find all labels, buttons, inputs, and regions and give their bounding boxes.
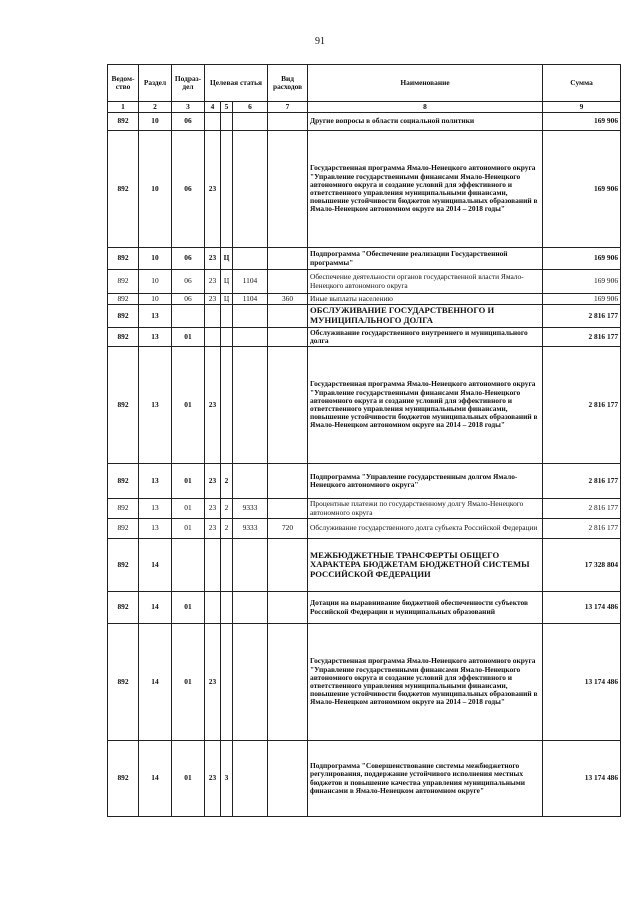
target-direction-cell xyxy=(233,464,268,499)
podrazdel-cell: 01 xyxy=(172,499,205,519)
target-direction-cell xyxy=(233,347,268,464)
podrazdel-cell: 06 xyxy=(172,248,205,270)
sum-cell: 169 906 xyxy=(543,248,621,270)
expense-type-cell: 360 xyxy=(268,294,308,305)
podrazdel-cell: 01 xyxy=(172,328,205,347)
name-cell: Обслуживание государственного внутреннего и муниципального долга xyxy=(308,328,543,347)
target-subprogram-cell xyxy=(221,113,233,131)
target-subprogram-cell xyxy=(221,131,233,248)
column-number: 7 xyxy=(268,102,308,113)
expense-type-cell xyxy=(268,248,308,270)
target-program-cell xyxy=(205,328,221,347)
vedomstvo-cell: 892 xyxy=(108,131,139,248)
table-row xyxy=(108,499,621,519)
target-direction-cell: 1104 xyxy=(233,294,268,305)
table-row xyxy=(108,624,621,741)
header-row xyxy=(108,65,621,102)
name-cell: Подпрограмма "Обеспечение реализации Государственной программы" xyxy=(308,248,543,270)
razdel-cell: 10 xyxy=(139,270,172,294)
target-program-cell: 23 xyxy=(205,347,221,464)
podrazdel-cell: 01 xyxy=(172,741,205,817)
razdel-cell: 14 xyxy=(139,592,172,624)
table-row xyxy=(108,248,621,270)
target-program-cell: 23 xyxy=(205,741,221,817)
razdel-cell: 10 xyxy=(139,113,172,131)
header-vedomstvo: Ведом-ство xyxy=(108,65,139,102)
vedomstvo-cell: 892 xyxy=(108,464,139,499)
name-cell: Государственная программа Ямало-Ненецкого автономного округа "Управление государственными финансами Ямало-Ненецкого автономного округа и создание условий для эффективного и ответственного управления муниципальными финансами, повышение устойчивости бюджетов муниципальных образований в Ямало-Ненецком автономном округе на 2014 – 2018 годы" xyxy=(308,347,543,464)
sum-cell: 2 816 177 xyxy=(543,499,621,519)
target-subprogram-cell: 2 xyxy=(221,464,233,499)
column-numbers-row xyxy=(108,102,621,113)
expense-type-cell xyxy=(268,624,308,741)
target-subprogram-cell xyxy=(221,347,233,464)
target-direction-cell xyxy=(233,624,268,741)
sum-cell: 13 174 486 xyxy=(543,624,621,741)
target-subprogram-cell: 3 xyxy=(221,741,233,817)
vedomstvo-cell: 892 xyxy=(108,741,139,817)
column-number: 4 xyxy=(205,102,221,113)
name-cell: Дотации на выравнивание бюджетной обеспеченности субъектов Российской Федерации и муниципальных образований xyxy=(308,592,543,624)
target-direction-cell xyxy=(233,305,268,328)
expense-type-cell xyxy=(268,741,308,817)
razdel-cell: 13 xyxy=(139,305,172,328)
sum-cell: 2 816 177 xyxy=(543,328,621,347)
razdel-cell: 13 xyxy=(139,328,172,347)
vedomstvo-cell: 892 xyxy=(108,294,139,305)
razdel-cell: 14 xyxy=(139,624,172,741)
table-row xyxy=(108,131,621,248)
vedomstvo-cell: 892 xyxy=(108,624,139,741)
target-subprogram-cell xyxy=(221,305,233,328)
name-cell: Подпрограмма "Управление государственным долгом Ямало-Ненецкого автономного округа" xyxy=(308,464,543,499)
target-direction-cell: 9333 xyxy=(233,519,268,539)
table-row xyxy=(108,741,621,817)
target-program-cell: 23 xyxy=(205,499,221,519)
sum-cell: 2 816 177 xyxy=(543,347,621,464)
name-cell: Подпрограмма "Совершенствование системы межбюджетного регулирования, поддержание устойчивого исполнения местных бюджетов и повышение качества управления муниципальными финансами в Ямало-Ненецком автономном округе" xyxy=(308,741,543,817)
table-row xyxy=(108,519,621,539)
vedomstvo-cell: 892 xyxy=(108,499,139,519)
target-program-cell: 23 xyxy=(205,248,221,270)
sum-cell: 2 816 177 xyxy=(543,464,621,499)
expense-type-cell xyxy=(268,347,308,464)
sum-cell: 169 906 xyxy=(543,294,621,305)
name-cell: Обслуживание государственного долга субъекта Российской Федерации xyxy=(308,519,543,539)
header-name: Наименование xyxy=(308,65,543,102)
expense-type-cell xyxy=(268,464,308,499)
target-direction-cell: 9333 xyxy=(233,499,268,519)
header-podrazdel: Подраз-дел xyxy=(172,65,205,102)
target-program-cell: 23 xyxy=(205,519,221,539)
expense-type-cell xyxy=(268,539,308,592)
target-direction-cell: 1104 xyxy=(233,270,268,294)
table-row xyxy=(108,270,621,294)
name-cell: Государственная программа Ямало-Ненецкого автономного округа "Управление государственными финансами Ямало-Ненецкого автономного округа и создание условий для эффективного и ответственного управления муниципальными финансами, повышение устойчивости бюджетов муниципальных образований в Ямало-Ненецком автономном округе на 2014 – 2018 годы" xyxy=(308,624,543,741)
column-number: 2 xyxy=(139,102,172,113)
podrazdel-cell: 06 xyxy=(172,270,205,294)
sum-cell: 13 174 486 xyxy=(543,592,621,624)
name-cell: Иные выплаты населению xyxy=(308,294,543,305)
name-cell: Другие вопросы в области социальной политики xyxy=(308,113,543,131)
target-subprogram-cell xyxy=(221,328,233,347)
razdel-cell: 10 xyxy=(139,294,172,305)
name-cell: МЕЖБЮДЖЕТНЫЕ ТРАНСФЕРТЫ ОБЩЕГО ХАРАКТЕРА БЮДЖЕТАМ БЮДЖЕТНОЙ СИСТЕМЫ РОССИЙСКОЙ ФЕДЕРАЦИИ xyxy=(308,539,543,592)
sum-cell: 169 906 xyxy=(543,131,621,248)
target-program-cell xyxy=(205,113,221,131)
target-direction-cell xyxy=(233,113,268,131)
page-number: 91 xyxy=(315,36,325,47)
column-number: 1 xyxy=(108,102,139,113)
target-subprogram-cell xyxy=(221,539,233,592)
vedomstvo-cell: 892 xyxy=(108,270,139,294)
podrazdel-cell: 01 xyxy=(172,464,205,499)
expense-type-cell xyxy=(268,305,308,328)
column-number: 9 xyxy=(543,102,621,113)
podrazdel-cell: 01 xyxy=(172,519,205,539)
expense-type-cell xyxy=(268,270,308,294)
target-subprogram-cell: Ц xyxy=(221,294,233,305)
target-direction-cell xyxy=(233,741,268,817)
target-program-cell: 23 xyxy=(205,624,221,741)
name-cell: Обеспечение деятельности органов государственной власти Ямало-Ненецкого автономного округа xyxy=(308,270,543,294)
table-row xyxy=(108,539,621,592)
razdel-cell: 13 xyxy=(139,499,172,519)
razdel-cell: 13 xyxy=(139,519,172,539)
target-subprogram-cell: 2 xyxy=(221,499,233,519)
razdel-cell: 14 xyxy=(139,741,172,817)
expense-type-cell xyxy=(268,131,308,248)
target-program-cell: 23 xyxy=(205,464,221,499)
vedomstvo-cell: 892 xyxy=(108,248,139,270)
header-sum: Сумма xyxy=(543,65,621,102)
column-number: 3 xyxy=(172,102,205,113)
budget-table xyxy=(107,64,621,817)
target-program-cell: 23 xyxy=(205,131,221,248)
razdel-cell: 13 xyxy=(139,464,172,499)
sum-cell: 169 906 xyxy=(543,270,621,294)
vedomstvo-cell: 892 xyxy=(108,305,139,328)
target-direction-cell xyxy=(233,131,268,248)
target-program-cell: 23 xyxy=(205,270,221,294)
table-row xyxy=(108,347,621,464)
target-subprogram-cell xyxy=(221,624,233,741)
table-row xyxy=(108,592,621,624)
target-program-cell xyxy=(205,305,221,328)
target-subprogram-cell: Ц xyxy=(221,270,233,294)
target-direction-cell xyxy=(233,328,268,347)
table-row xyxy=(108,328,621,347)
target-subprogram-cell: 2 xyxy=(221,519,233,539)
target-direction-cell xyxy=(233,539,268,592)
razdel-cell: 10 xyxy=(139,248,172,270)
vedomstvo-cell: 892 xyxy=(108,539,139,592)
podrazdel-cell: 06 xyxy=(172,131,205,248)
name-cell: Государственная программа Ямало-Ненецкого автономного округа "Управление государственными финансами Ямало-Ненецкого автономного округа и создание условий для эффективного и ответственного управления муниципальными финансами, повышение устойчивости бюджетов муниципальных образований в Ямало-Ненецком автономном округе на 2014 – 2018 годы" xyxy=(308,131,543,248)
header-razdel: Раздел xyxy=(139,65,172,102)
sum-cell: 13 174 486 xyxy=(543,741,621,817)
sum-cell: 169 906 xyxy=(543,113,621,131)
expense-type-cell xyxy=(268,113,308,131)
expense-type-cell xyxy=(268,592,308,624)
target-subprogram-cell xyxy=(221,592,233,624)
podrazdel-cell: 01 xyxy=(172,624,205,741)
podrazdel-cell: 06 xyxy=(172,113,205,131)
name-cell: ОБСЛУЖИВАНИЕ ГОСУДАРСТВЕННОГО И МУНИЦИПАЛЬНОГО ДОЛГА xyxy=(308,305,543,328)
target-program-cell xyxy=(205,539,221,592)
expense-type-cell xyxy=(268,328,308,347)
table-row xyxy=(108,113,621,131)
sum-cell: 17 328 804 xyxy=(543,539,621,592)
vedomstvo-cell: 892 xyxy=(108,519,139,539)
table-row xyxy=(108,294,621,305)
column-number: 8 xyxy=(308,102,543,113)
target-direction-cell xyxy=(233,248,268,270)
vedomstvo-cell: 892 xyxy=(108,347,139,464)
razdel-cell: 14 xyxy=(139,539,172,592)
name-cell: Процентные платежи по государственному долгу Ямало-Ненецкого автономного округа xyxy=(308,499,543,519)
razdel-cell: 10 xyxy=(139,131,172,248)
table-row xyxy=(108,464,621,499)
target-program-cell: 23 xyxy=(205,294,221,305)
target-direction-cell xyxy=(233,592,268,624)
podrazdel-cell: 06 xyxy=(172,294,205,305)
vedomstvo-cell: 892 xyxy=(108,113,139,131)
expense-type-cell xyxy=(268,499,308,519)
sum-cell: 2 816 177 xyxy=(543,305,621,328)
razdel-cell: 13 xyxy=(139,347,172,464)
target-program-cell xyxy=(205,592,221,624)
sum-cell: 2 816 177 xyxy=(543,519,621,539)
column-number: 5 xyxy=(221,102,233,113)
vedomstvo-cell: 892 xyxy=(108,592,139,624)
podrazdel-cell xyxy=(172,305,205,328)
table-row xyxy=(108,305,621,328)
expense-type-cell: 720 xyxy=(268,519,308,539)
podrazdel-cell: 01 xyxy=(172,592,205,624)
podrazdel-cell xyxy=(172,539,205,592)
vedomstvo-cell: 892 xyxy=(108,328,139,347)
column-number: 6 xyxy=(233,102,268,113)
podrazdel-cell: 01 xyxy=(172,347,205,464)
header-target-article: Целевая статья xyxy=(205,65,268,102)
target-subprogram-cell: Ц xyxy=(221,248,233,270)
header-expense-type: Вид расходов xyxy=(268,65,308,102)
